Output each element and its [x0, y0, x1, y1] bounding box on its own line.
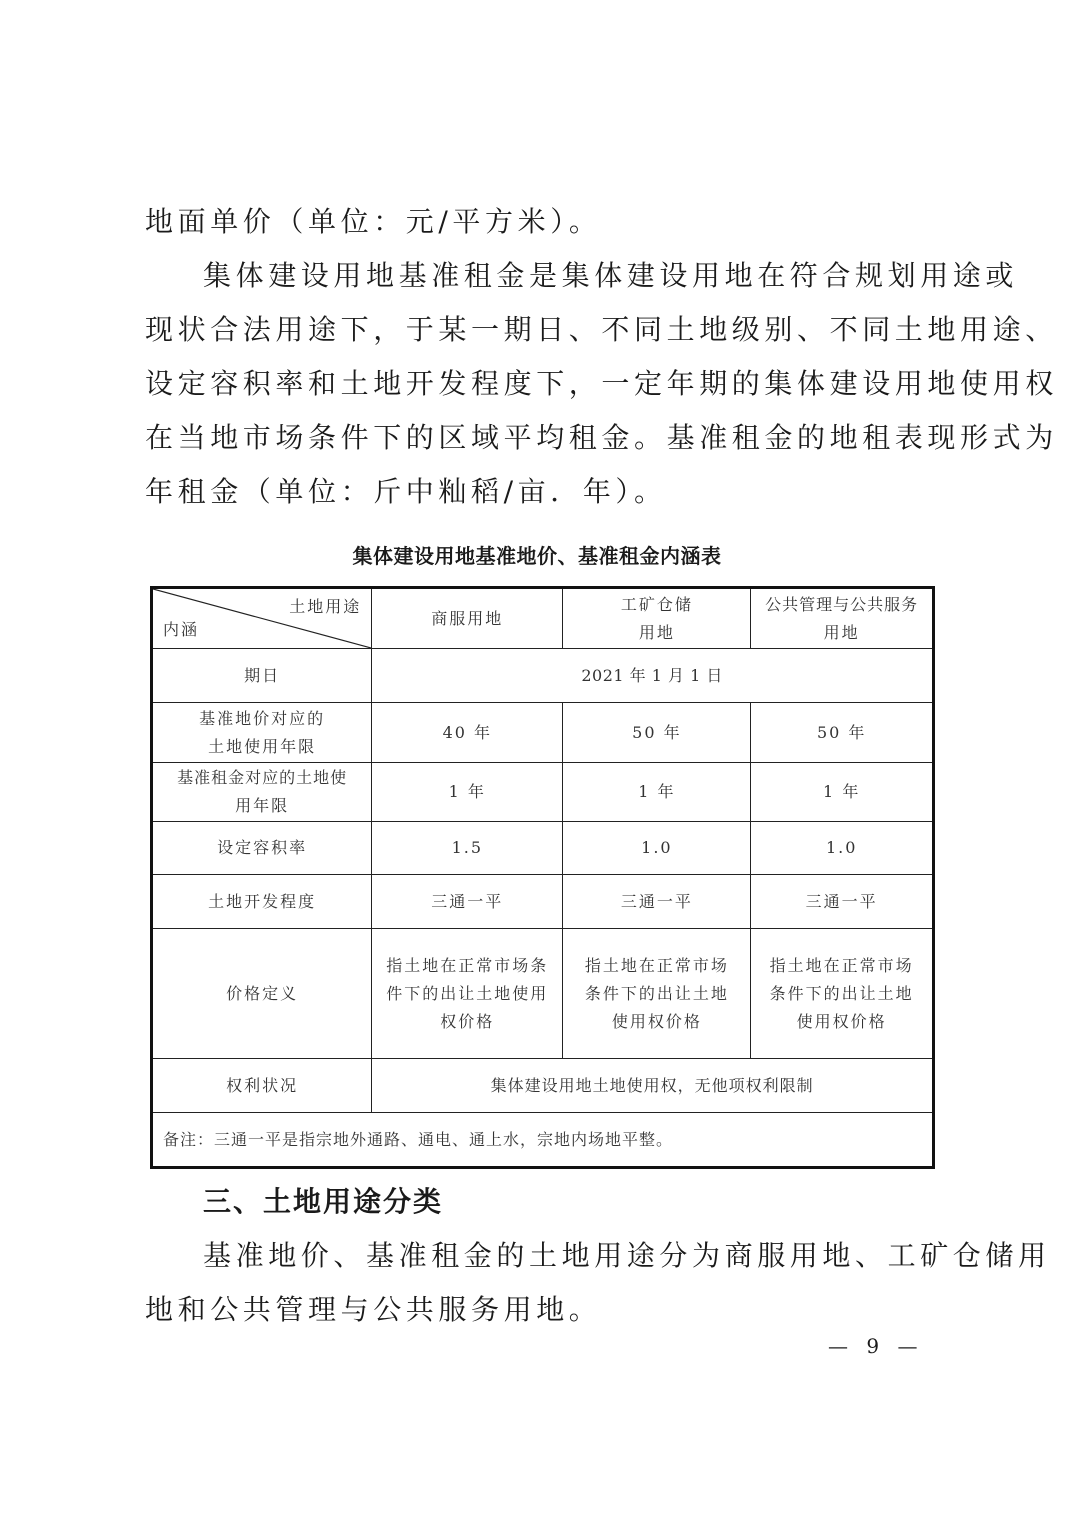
header-industrial	[563, 588, 751, 649]
row-label-development: 土地开发程度	[152, 875, 372, 929]
section-paragraph	[145, 1229, 1051, 1337]
header-public	[751, 588, 934, 649]
cell	[751, 929, 934, 1059]
row-label-date: 期日	[152, 649, 372, 703]
cell: 50 年	[751, 703, 934, 763]
corner-connotation-label: 内涵	[163, 620, 200, 639]
table-row	[152, 822, 934, 875]
table-row	[152, 649, 934, 703]
paragraph-line: 年租金（单位：斤中籼稻/亩．年）。	[145, 475, 667, 508]
row-label-price-term	[152, 703, 372, 763]
row-label-price-definition: 价格定义	[152, 929, 372, 1059]
header-commercial	[372, 588, 563, 649]
rent-definition-paragraph	[145, 249, 1058, 519]
cell-text: 条件下的出让土地	[769, 983, 914, 1003]
paragraph-line: 地和公共管理与公共服务用地。	[145, 1293, 602, 1326]
row-label-rent-term	[152, 763, 372, 822]
cell: 1 年	[751, 763, 934, 822]
cell-text: 指土地在正常市场条	[386, 955, 549, 975]
table-note: 备注：三通一平是指宗地外通路、通电、通上水，宗地内场地平整。	[152, 1113, 934, 1168]
cell-text: 使用权价格	[796, 1011, 887, 1031]
cell	[372, 929, 563, 1059]
row-label-rights: 权利状况	[152, 1059, 372, 1113]
diagonal-header-cell	[152, 588, 372, 649]
header-text: 工矿仓储	[620, 594, 693, 614]
cell: 1.5	[372, 822, 563, 875]
cell: 50 年	[563, 703, 751, 763]
paragraph-line: 集体建设用地基准租金是集体建设用地在符合规划用途或	[203, 259, 1019, 292]
cell-text: 件下的出让土地使用	[386, 983, 549, 1003]
cell-text: 指土地在正常市场	[584, 955, 729, 975]
cell: 三通一平	[372, 875, 563, 929]
cell-text: 指土地在正常市场	[769, 955, 914, 975]
page-number: — 9 —	[828, 1334, 924, 1358]
intro-paragraph	[145, 195, 945, 249]
paragraph-line: 地面单价（单位：元/平方米）。	[145, 205, 602, 238]
cell: 40 年	[372, 703, 563, 763]
table-row	[152, 1059, 934, 1113]
cell-text: 条件下的出让土地	[584, 983, 729, 1003]
paragraph-line: 现状合法用途下，于某一期日、不同土地级别、不同土地用途、	[145, 313, 1058, 346]
table-title: 集体建设用地基准地价、基准租金内涵表	[352, 544, 722, 568]
cell	[563, 929, 751, 1059]
cell: 1.0	[751, 822, 934, 875]
cell: 1 年	[372, 763, 563, 822]
row-label-far: 设定容积率	[152, 822, 372, 875]
label-text: 基准地价对应的	[199, 708, 326, 728]
header-text: 用地	[638, 622, 675, 642]
date-value: 2021 年 1 月 1 日	[372, 649, 934, 703]
cell: 1.0	[563, 822, 751, 875]
table-row	[152, 929, 934, 1059]
label-text: 基准租金对应的土地使	[177, 768, 348, 787]
label-text: 土地使用年限	[208, 736, 317, 756]
rights-value: 集体建设用地土地使用权，无他项权利限制	[372, 1059, 934, 1113]
corner-land-use-label: 土地用途	[289, 597, 362, 616]
cell-text: 使用权价格	[611, 1011, 702, 1031]
label-text: 用年限	[235, 796, 290, 815]
paragraph-line: 基准地价、基准租金的土地用途分为商服用地、工矿仓储用	[203, 1239, 1051, 1272]
paragraph-line: 设定容积率和土地开发程度下，一定年期的集体建设用地使用权	[145, 367, 1058, 400]
header-text: 用地	[823, 622, 860, 642]
table-note-row	[152, 1113, 934, 1168]
header-text: 公共管理与公共服务	[765, 594, 919, 614]
connotation-table	[150, 586, 935, 1169]
cell: 三通一平	[563, 875, 751, 929]
table-row	[152, 703, 934, 763]
paragraph-line: 在当地市场条件下的区域平均租金。基准租金的地租表现形式为	[145, 421, 1058, 454]
table-row	[152, 763, 934, 822]
header-text: 商服用地	[431, 608, 504, 628]
cell-text: 权价格	[440, 1011, 495, 1031]
cell: 1 年	[563, 763, 751, 822]
section-heading: 三、土地用途分类	[203, 1185, 444, 1218]
table-header-row	[152, 588, 934, 649]
table-row	[152, 875, 934, 929]
cell: 三通一平	[751, 875, 934, 929]
